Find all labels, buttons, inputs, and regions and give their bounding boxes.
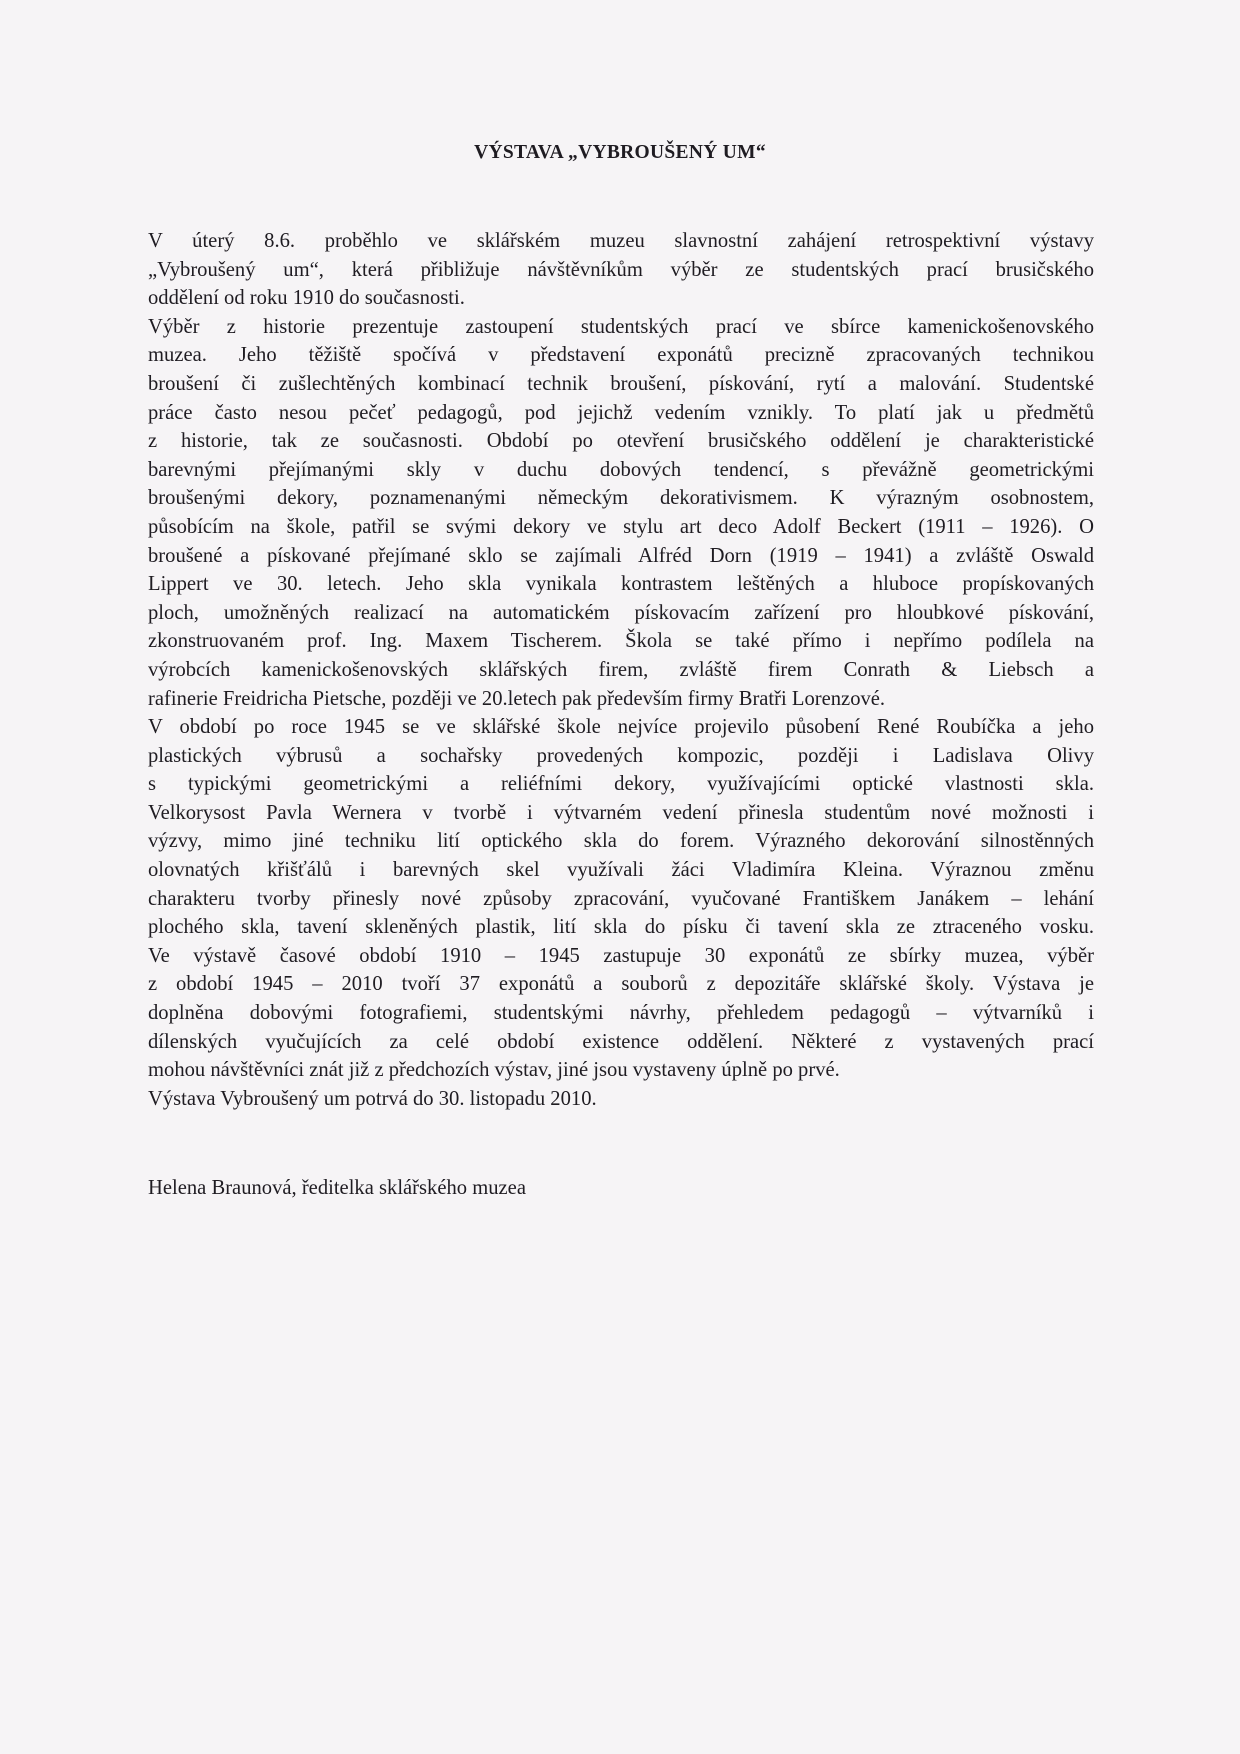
text-line: broušení či zušlechtěných kombinací technik broušení, pískování, rytí a malování. Studentské (148, 372, 1094, 395)
text-line: Výběr z historie prezentuje zastoupení studentských prací ve sbírce kamenickošenovského (148, 315, 1094, 338)
text-line: Velkorysost Pavla Wernera v tvorbě i výtvarném vedení přinesla studentům nové možnosti i (148, 801, 1094, 824)
signature: Helena Braunová, ředitelka sklářského muzea (148, 1177, 526, 1199)
text-line: mohou návštěvníci znát již z předchozích výstav, jiné jsou vystaveny úplně po prvé. (148, 1059, 840, 1082)
text-line: V úterý 8.6. proběhlo ve sklářském muzeu slavnostní zahájení retrospektivní výstavy (148, 230, 1094, 252)
text-line: výzvy, mimo jiné techniku lití optického skla do forem. Výrazného dekorování silnostěnných (148, 830, 1094, 853)
text-line: Ve výstavě časové období 1910 – 1945 zastupuje 30 exponátů ze sbírky muzea, výběr (148, 944, 1094, 967)
text-line: z období 1945 – 2010 tvoří 37 exponátů a souborů z depozitáře sklářské školy. Výstava je (148, 973, 1094, 996)
text-line: oddělení od roku 1910 do současnosti. (148, 287, 465, 310)
text-line: Výstava Vybroušený um potrvá do 30. listopadu 2010. (148, 1087, 597, 1110)
text-line: plochého skla, tavení skleněných plastik, lití skla do písku či tavení skla ze ztraceného vosku. (148, 916, 1094, 939)
text-line: muzea. Jeho těžiště spočívá v představení exponátů precizně zpracovaných technikou (148, 344, 1094, 367)
text-line: práce často nesou pečeť pedagogů, pod jejichž vedením vznikly. To platí jak u předmětů (148, 401, 1094, 424)
text-line: olovnatých křišťálů i barevných skel využívali žáci Vladimíra Kleina. Výraznou změnu (148, 859, 1094, 882)
document-title: VÝSTAVA „VYBROUŠENÝ UM“ (474, 142, 766, 163)
article-body (148, 227, 1094, 1113)
text-line: charakteru tvorby přinesly nové způsoby zpracování, vyučované Františkem Janákem – lehání (148, 887, 1094, 910)
text-line: s typickými geometrickými a reliéfními dekory, využívajícími optické vlastnosti skla. (148, 773, 1094, 796)
text-line: barevnými přejímanými skly v duchu dobových tendencí, s převážně geometrickými (148, 458, 1094, 481)
text-line: plastických výbrusů a sochařsky provedených kompozic, později i Ladislava Olivy (148, 744, 1094, 767)
text-line: V období po roce 1945 se ve sklářské škole nejvíce projevilo působení René Roubíčka a jeho (148, 716, 1094, 739)
text-line: ploch, umožněných realizací na automatickém pískovacím zařízení pro hloubkové pískování, (148, 601, 1094, 624)
text-line: působícím na škole, patřil se svými dekory ve stylu art deco Adolf Beckert (1911 – 1926). O (148, 515, 1094, 538)
text-line: Lippert ve 30. letech. Jeho skla vynikala kontrastem leštěných a hluboce propískovaných (148, 573, 1094, 596)
text-line: z historie, tak ze současnosti. Období po otevření brusičského oddělení je charakteristické (148, 430, 1094, 453)
text-line: zkonstruovaném prof. Ing. Maxem Tischerem. Škola se také přímo i nepřímo podílela na (148, 630, 1094, 653)
text-line: rafinerie Freidricha Pietsche, později ve 20.letech pak především firmy Bratři Lorenzové. (148, 687, 886, 710)
text-line: dílenských vyučujících za celé období existence oddělení. Některé z vystavených prací (148, 1030, 1094, 1053)
text-line: broušené a pískované přejímané sklo se zajímali Alfréd Dorn (1919 – 1941) a zvláště Oswald (148, 544, 1094, 567)
text-line: doplněna dobovými fotografiemi, studentskými návrhy, přehledem pedagogů – výtvarníků i (148, 1002, 1094, 1025)
text-line: „Vybroušený um“, která přibližuje návštěvníkům výběr ze studentských prací brusičského (148, 258, 1094, 281)
text-line: výrobcích kamenickošenovských sklářských firem, zvláště firem Conrath & Liebsch a (148, 658, 1094, 681)
text-line: broušenými dekory, poznamenanými německým dekorativismem. K výrazným osobnostem, (148, 487, 1094, 510)
